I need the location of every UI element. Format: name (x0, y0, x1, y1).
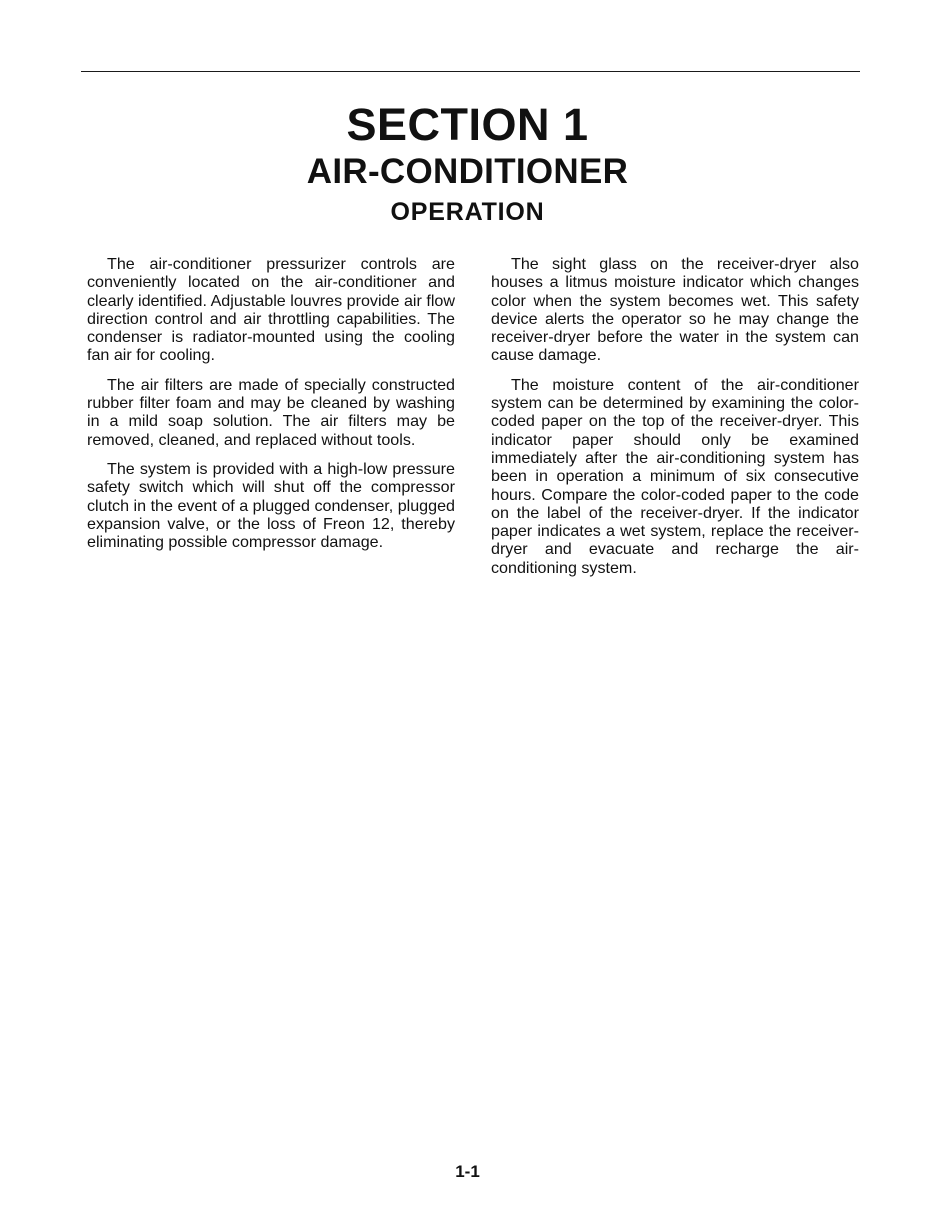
page-number: 1-1 (455, 1162, 480, 1181)
paragraph-moisture-content: The moisture content of the air-conditioner system can be determined by examining the color-coded paper on the top of the receiver-dryer. This indicator paper should only be examined immediately after the air-conditioning system has been in operation a minimum of six consecutive hours. Compare the color-coded paper to the code on the label of the receiver-dryer. If the indicator paper indicates a wet system, replace the receiver-dryer and evacuate and recharge the air-conditioning system. (491, 375, 859, 577)
paragraph-controls: The air-conditioner pressurizer controls are conveniently located on the air-conditioner and clearly identified. Adjustable louvres provide air flow direction control and air throttling capabilities. The condenser is radiator-mounted using the cooling fan air for cooling. (87, 255, 455, 365)
section-title: SECTION 1 (346, 99, 589, 150)
topic-title: OPERATION (390, 198, 545, 226)
paragraph-air-filters: The air filters are made of specially constructed rubber filter foam and may be cleaned by washing in a mild soap solution. The air filters may be removed, cleaned, and replaced without tools. (87, 375, 455, 449)
top-rule (81, 71, 860, 72)
left-column (87, 255, 455, 562)
paragraph-sight-glass: The sight glass on the receiver-dryer also houses a litmus moisture indicator which changes color when the system becomes wet. This safety device alerts the operator so he may change the receiver-dryer before the water in the system can cause damage. (491, 255, 859, 365)
right-column (491, 255, 859, 588)
subject-title: AIR-CONDITIONER (306, 152, 629, 191)
paragraph-safety-switch: The system is provided with a high-low pressure safety switch which will shut off the compressor clutch in the event of a plugged condenser, plugged expansion valve, or the loss of Freon 12, thereby eliminating possible compressor damage. (87, 459, 455, 552)
